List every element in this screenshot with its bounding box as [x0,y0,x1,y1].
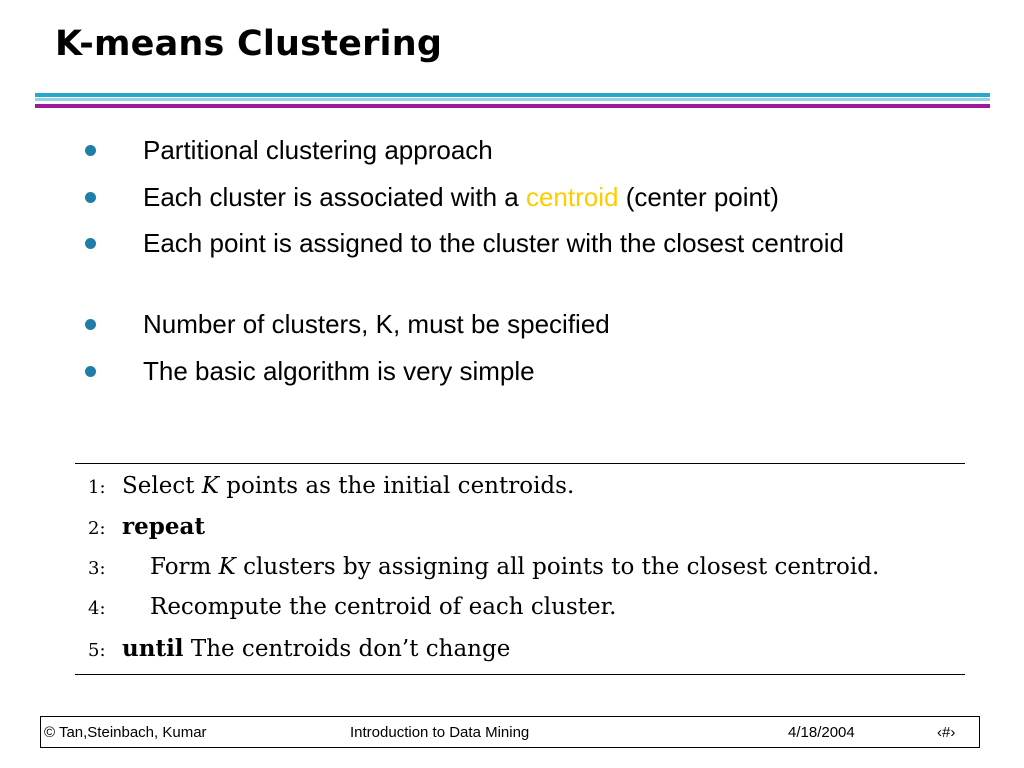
bullet-text [143,180,963,214]
bullet-dot-icon [85,366,96,377]
bullet-dot-icon [85,145,96,156]
algorithm-line [88,594,616,620]
slide-footer [40,716,980,748]
line-number: 3: [88,558,106,579]
footer-page-number: ‹#› [937,724,956,741]
footer-date: 4/18/2004 [788,724,855,741]
footer-copyright: © Tan,Steinbach, Kumar [44,724,207,741]
variable-k: K [218,554,236,580]
line-number: 2: [88,518,106,539]
line-text: The centroids don’t change [183,636,511,662]
algorithm-top-rule [75,463,965,464]
highlighted-term: centroid [525,182,619,212]
bullet-dot-icon [85,238,96,249]
bullet-text-part: Each cluster is associated with a [143,182,526,212]
slide-title: K-means Clustering [55,24,443,64]
algorithm-line [88,513,205,540]
bullet-text: The basic algorithm is very simple [143,356,535,386]
line-text: Select [122,473,202,499]
line-number: 4: [88,598,106,619]
variable-k: K [201,473,219,499]
algorithm-line [88,473,574,499]
line-number: 1: [88,477,106,498]
line-number: 5: [88,640,106,661]
line-text: Form [150,554,219,580]
bullet-dot-icon [85,319,96,330]
line-text: points as the initial centroids. [218,473,575,499]
line-text: Recompute the centroid of each cluster. [150,594,617,620]
line-text: clusters by assigning all points to the closest centroid. [235,554,880,580]
keyword-until: until [122,635,184,662]
footer-course: Introduction to Data Mining [350,724,530,741]
bullet-text: Partitional clustering approach [143,135,493,165]
algorithm-bottom-rule [75,674,965,675]
algorithm-line [88,554,879,580]
bullet-text: Each point is assigned to the cluster with the closest centroid [143,228,844,258]
bullet-dot-icon [85,192,96,203]
keyword-repeat: repeat [122,513,205,540]
algorithm-line [88,635,510,662]
bullet-text: Number of clusters, K, must be specified [143,309,610,339]
bullet-text-part: (center point) [618,182,779,212]
